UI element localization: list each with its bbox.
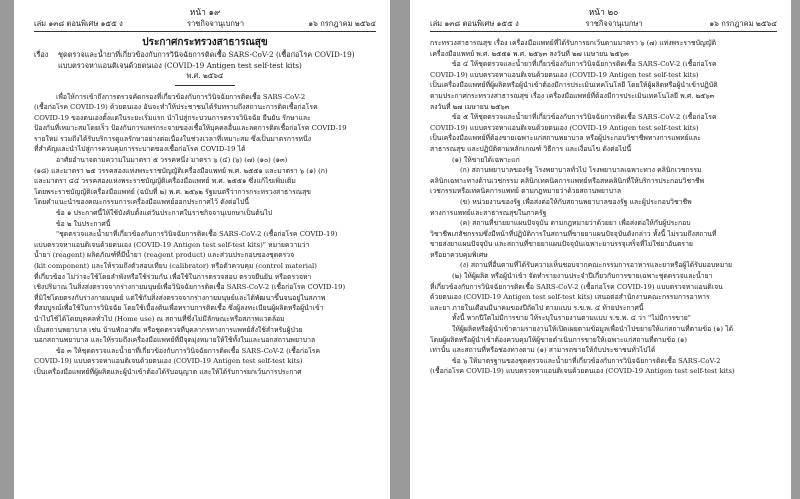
body-line: วิชาชีพเภสัชกรรมซึ่งมีหน้าที่ปฏิบัติการในสถานที่ขายยาแผนปัจจุบันดังกล่าว ทั้งนี้ ไม่รวมถึงสถานที่ — [430, 229, 717, 238]
body-line: แบบตรวจหาแอนติเจนด้วยตนเอง (COVID-19 Antigen test self-test kits)" หมายความว่า — [34, 240, 310, 249]
body-line: ตามประกาศกระทรวงสาธารณสุข เรื่อง เครื่องมือแพทย์ที่ต้องมีการประเมินเทคโนโลยี พ.ศ. ๒๕๖๓ — [430, 91, 715, 100]
body-text — [34, 92, 376, 378]
body-line: (ง) สถานที่อื่นตามที่ได้รับความเห็นชอบจากคณะกรรมการอาหารและยาหรือผู้ได้รับมอบหมาย — [460, 261, 733, 270]
gazette-header — [34, 19, 376, 32]
body-line: COVID-19) แบบตรวจหาแอนติเจนด้วยตนเอง (COVID-19 Antigen test self-test kits) — [34, 357, 303, 366]
subject-text-2: แบบตรวจหาแอนติเจนด้วยตนเอง (COVID-19 Antigen test self-test kits) — [58, 60, 302, 70]
body-line: ที่สมบูรณ์เพื่อใช้ในการวินิจฉัย โดยใช้เบื้องต้นเพื่อทราบการติดเชื้อ ซึ่งผู้ลงทะเบียนผู้ผลิตหรือผู้นำเข้า — [34, 304, 324, 313]
body-line: เครื่องมือแพทย์ พ.ศ. ๒๕๕๑ พ.ศ. ๒๕๖๓ ลงวันที่ ๒๗ เมษายน ๒๕๖๓ — [430, 49, 629, 58]
page-number: หน้า ๒๐ — [588, 8, 619, 18]
body-line: (๒) ให้ผู้ผลิต หรือผู้นำเข้า จัดทำรายงานประจำปีเกี่ยวกับการขายเฉพาะชุดตรวจและน้ำยา — [452, 272, 713, 281]
body-line: โดยผู้ผลิตหรือผู้นำเข้าต้องควบคุมให้ผู้ขายดำเนินการขายให้เฉพาะแก่สถานที่ตามข้อ (๑) — [430, 335, 688, 344]
body-line: COVID-19) แบบตรวจหาแอนติเจนด้วยตนเอง (COVID-19 Antigen test self-test kits) — [430, 70, 699, 79]
body-line: เพื่อให้การเข้าถึงการตรวจคัดกรองที่เกี่ยวข้องกับการวินิจฉัยการติดเชื้อ SARS-CoV-2 — [56, 92, 306, 101]
body-line: เท่านั้น และสถานที่หรือช่องทางตาม (๑) สามารถขายให้กับประชาชนทั่วไปได้ — [430, 346, 656, 355]
body-line: (ก) สถานพยาบาลของรัฐ โรงพยาบาลทั่วไป โรงพยาบาลเฉพาะทาง คลินิกเวชกรรม — [460, 166, 702, 175]
body-line: และยา ภายในเดือนมีนาคมของปีถัดไป ตามแบบ ร.ข.พ. ๔ ท้ายประกาศนี้ — [430, 303, 644, 312]
body-line: เป็นสถานพยาบาล เช่น บ้านพักอาศัย หรือชุดตรวจที่บุคลากรทางการแพทย์สั่งใช้สำหรับผู้ป่วย — [34, 325, 303, 334]
body-line: ที่เกี่ยวข้องกับการวินิจฉัยการติดเชื้อ SARS-CoV-2 (เชื้อก่อโรค COVID-19) แบบตรวจหาแอนติเจน — [430, 282, 723, 291]
body-line: (ข) หน่วยงานของรัฐ เพื่อส่งต่อให้กับสถานพยาบาลของรัฐ และผู้ประกอบวิชาชีพ — [460, 197, 692, 206]
page-left — [14, 0, 390, 499]
body-line: สาธารณสุข และปฏิบัติตามหลักเกณฑ์ วิธีการ และเงื่อนไข ดังต่อไปนี้ — [430, 144, 632, 153]
gazette-date: ๑๖ กรกฎาคม ๒๕๖๔ — [709, 19, 777, 28]
body-line: ลงวันที่ ๒๗ เมษายน ๒๕๖๓ — [430, 102, 510, 111]
body-line: กระทรวงสาธารณสุข เรื่อง เครื่องมือแพทย์ที่ได้รับการยกเว้นตามมาตรา ๖ (๗) แห่งพระราชบัญญัติ — [430, 39, 717, 47]
body-line: โดยพระราชบัญญัติเครื่องมือแพทย์ (ฉบับที่ ๒) พ.ศ. ๒๕๖๒ รัฐมนตรีว่าการกระทรวงสาธารณสุข — [34, 187, 311, 196]
subject-label: เรื่อง — [34, 50, 49, 59]
body-line: โดยคำแนะนำของคณะกรรมการเครื่องมือแพทย์ออกประกาศไว้ ดังต่อไปนี้ — [34, 198, 250, 207]
body-line: นอกสถานพยาบาล และให้รวมถึงเครื่องมือแพทย์ที่มีจุดมุ่งหมายให้ใช้ทั้งในและนอกสถานพยาบาล — [34, 336, 316, 345]
gazette-date: ๑๖ กรกฎาคม ๒๕๖๔ — [308, 19, 376, 28]
subject-line — [34, 50, 376, 61]
body-line: (เชื้อก่อโรค COVID-19) แบบตรวจหาแอนติเจนด้วยตนเอง (COVID-19 Antigen test self-test kits) — [430, 367, 735, 376]
body-line: เป็นเครื่องมือแพทย์ที่ต้องขายเฉพาะแก่สถานพยาบาล หรือผู้ประกอบวิชาชีพทางการแพทย์และ — [430, 134, 701, 143]
body-line: ข้อ ๖ ให้มาตรฐานของชุดตรวจและน้ำยาที่เกี่ยวข้องกับการวินิจฉัยการติดเชื้อ SARS-CoV-2 — [452, 356, 721, 365]
body-line: หรือยาควบคุมพิเศษ — [430, 250, 488, 259]
gazette-header — [430, 19, 777, 32]
body-line: นำไปใช้ได้โดยบุคคลทั่วไป (Home use) ณ สถานที่ซึ่งไม่มีลักษณะหรือสภาพแวดล้อม — [34, 314, 285, 323]
body-line: ที่เกี่ยวข้อง ไม่ว่าจะใช้โดยลำพังหรือใช้ร่วมกัน เพื่อใช้ในการตรวจสอบ ตรวจยืนยัน หรือตรวจหา — [34, 272, 312, 281]
body-line: (๑) ให้ขายได้เฉพาะแก่ — [452, 155, 520, 164]
body-line: เวชกรรมหรือเทคนิคการแพทย์ ตามกฎหมายว่าด้วยสถานพยาบาล — [430, 187, 622, 196]
body-line: เป็นเครื่องมือแพทย์ที่ผู้ผลิตหรือผู้นำเข้าต้องมีการประเมินเทคโนโลยี โดยให้ผู้ผลิตหรือผู้นำเข้าปฏิบัติ — [430, 81, 718, 90]
body-line: ข้อ ๒ ในประกาศนี้ — [56, 219, 111, 228]
divider — [175, 85, 235, 86]
subject-text-1: ชุดตรวจและน้ำยาที่เกี่ยวข้องกับการวินิจฉัยการติดเชื้อ SARS-CoV-2 (เชื้อก่อโรค COVID-19) — [58, 50, 355, 59]
page-right — [410, 0, 791, 499]
body-line: น้ำยา (reagent) ผลิตภัณฑ์ที่มีน้ำยา (reagent product) และส่วนประกอบของชุดตรวจ — [34, 251, 295, 260]
body-line: (เชื้อก่อโรค COVID-19) ด้วยตนเอง อันจะทำให้ประชาชนได้รับทราบถึงสถานะการติดเชื้อก่อโรค — [34, 103, 318, 112]
gazette-name: ราชกิจจานุเบกษา — [585, 19, 643, 28]
volume-label: เล่ม ๑๓๘ ตอนพิเศษ ๑๕๕ ง — [34, 19, 123, 28]
gazette-name: ราชกิจจานุเบกษา — [187, 19, 245, 28]
body-line: ข้อ ๑ ประกาศนี้ให้ใช้บังคับตั้งแต่วันประกาศในราชกิจจานุเบกษาเป็นต้นไป — [56, 209, 273, 218]
body-line: ทางการแพทย์และสาธารณสุขในภาครัฐ — [430, 208, 547, 217]
announcement-year: พ.ศ. ๒๕๖๔ — [186, 71, 224, 80]
body-line: ที่มิใช่โดยตรงกับร่างกายมนุษย์ แต่ใช้กับสิ่งส่งตรวจจากร่างกายมนุษย์และได้พัฒนาขึ้นจนอยู่ในสภาพ — [34, 293, 326, 302]
announcement-title: ประกาศกระทรวงสาธารณสุข — [142, 37, 268, 48]
body-line: ข้อ ๕ ให้ชุดตรวจและน้ำยาที่เกี่ยวข้องกับการวินิจฉัยการติดเชื้อ SARS-CoV-2 (เชื้อก่อโรค — [452, 113, 717, 122]
body-line: (๑๘) และมาตรา ๒๕ วรรคสองแห่งพระราชบัญญัติเครื่องมือแพทย์ พ.ศ. ๒๕๕๑ และมาตรา ๖ (๑) (ก) — [34, 166, 328, 175]
body-line: คลินิกเฉพาะทางด้านเวชกรรม คลินิกเทคนิคการแพทย์หรือสหคลินิกที่ให้บริการประกอบวิชาชีพ — [430, 176, 705, 185]
body-line: "ชุดตรวจและน้ำยาที่เกี่ยวข้องกับการวินิจฉัยการติดเชื้อ SARS-CoV-2 (เชื้อก่อโรค COVID-19) — [56, 230, 338, 239]
body-line: ทั้งนี้ หากปีใดไม่มีการขาย ให้ระบุในรายงานตามแบบ ร.ข.พ. ๔ ว่า "ไม่มีการขาย" — [452, 314, 691, 323]
body-line: อาศัยอำนาจตามความในมาตรา ๕ วรรคหนึ่ง มาตรา ๖ (๔) (๖) (๗) (๑๐) (๑๓) — [56, 156, 288, 165]
body-line: เชิงปริมาณ ในสิ่งส่งตรวจจากร่างกายมนุษย์เพื่อวินิจฉัยการติดเชื้อ SARS-CoV-2 (เชื้อก่อโรค COVID-19) — [34, 283, 346, 292]
volume-label: เล่ม ๑๓๘ ตอนพิเศษ ๑๕๕ ง — [430, 19, 519, 28]
body-line: ป้องกันที่เหมาะสมโดยเร็ว ป้องกันการแพร่กระจายของเชื้อให้บุคคลอื่นและลดการติดเชื้อก่อโรค COVID-19 — [34, 124, 347, 133]
body-line: ที่สำคัญและนำไปสู่การควบคุมการระบาดของเชื้อก่อโรค COVID-19 ได้ — [34, 145, 246, 154]
page-number: หน้า ๑๙ — [189, 8, 221, 18]
body-text — [430, 38, 777, 377]
body-line: (kit component) และให้รวมถึงตัวสอบเทียบ (calibrator) หรือตัวควบคุม (control material) — [34, 262, 317, 270]
body-line: ข้อ ๔ ให้ชุดตรวจและน้ำยาที่เกี่ยวข้องกับการวินิจฉัยการติดเชื้อ SARS-CoV-2 (เชื้อก่อโรค — [452, 60, 717, 69]
body-line: ขายส่งยาแผนปัจจุบัน และสถานที่ขายยาแผนปัจจุบันเฉพาะยาบรรจุเสร็จที่ไม่ใช่ยาอันตราย — [430, 240, 693, 249]
body-line: ให้ผู้ผลิตหรือผู้นำเข้าตามรายงานให้เปิดเผยตามข้อมูลเพื่อนำไปขยายให้แก่สถานที่ตามข้อ (๑) ได้ — [452, 325, 734, 334]
body-line: ด้วยตนเอง (COVID-19 Antigen test self-test kits) เสนอต่อสำนักงานคณะกรรมการอาหาร — [430, 293, 710, 302]
body-line: (ค) สถานที่ขายยาแผนปัจจุบัน ตามกฎหมายว่าด้วยยา เพื่อส่งต่อให้กับผู้ประกอบ — [460, 219, 691, 228]
body-line: COVID-19) แบบตรวจหาแอนติเจนด้วยตนเอง (COVID-19 Antigen test self-test kits) — [430, 123, 699, 132]
body-line: เป็นเครื่องมือแพทย์ที่ผู้ผลิตและผู้นำเข้าต้องได้รับอนุญาต และให้ได้รับการยกเว้นการประกาศ — [34, 367, 302, 376]
body-line: และมาตรา ๔๔ วรรคสองแห่งพระราชบัญญัติเครื่องมือแพทย์ พ.ศ. ๒๕๕๑ ซึ่งแก้ไขเพิ่มเติม — [34, 177, 296, 186]
body-line: COVID-19 ของตนเองตั้งแต่ในระยะเริ่มแรก นำไปสู่กระบวนการตรวจวินิจฉัย ยืนยัน รักษาและ — [34, 113, 311, 122]
body-line: ข้อ ๓ ให้ชุดตรวจและน้ำยาที่เกี่ยวข้องกับการวินิจฉัยการติดเชื้อ SARS-CoV-2 (เชื้อก่อโรค — [56, 346, 321, 355]
body-line: รายใหม่ รวมถึงได้รับบริการดูแลรักษาอย่างต่อเนื่องในช่วงเวลาที่เหมาะสม ซึ่งเป็นมาตรการหนึ่ง — [34, 134, 312, 143]
